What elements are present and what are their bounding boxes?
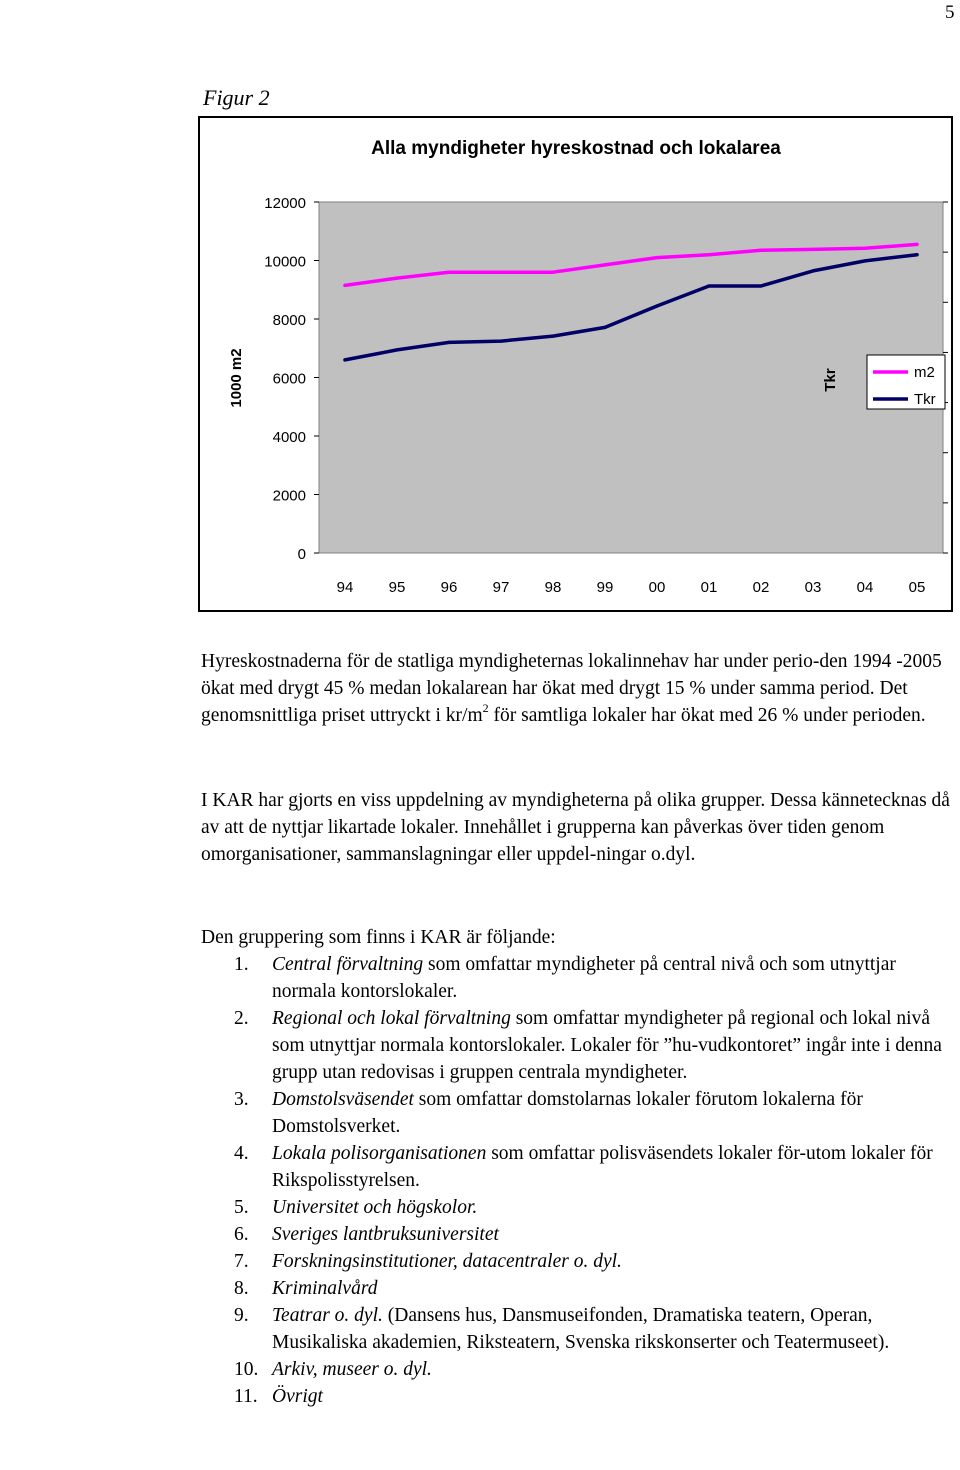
list-item-description: (Dansens hus, Dansmuseifonden, Dramatiska teatern, Operan, Musikaliska akademien, Riksteatern, Svenska rikskonserter och Teatermuseet). <box>272 1305 890 1353</box>
list-item <box>201 1383 960 1410</box>
list-item-description: som omfattar myndigheter på central nivå och som utnyttjar normala kontorslokaler. <box>272 954 896 1002</box>
list-item <box>201 1086 960 1140</box>
list-item-group-name: Sveriges lantbruksuniversitet <box>272 1224 499 1245</box>
x-tick-label: 05 <box>908 579 926 596</box>
data-point-m2 <box>395 276 398 279</box>
list-item-group-name: Teatrar o. dyl. <box>272 1305 383 1326</box>
data-point-tkr <box>499 340 502 343</box>
list-item-group-name: Regional och lokal förvaltning <box>272 1008 511 1029</box>
list-item-group-name: Kriminalvård <box>272 1278 378 1299</box>
data-point-m2 <box>915 243 918 246</box>
left-tick-label: 0 <box>297 546 306 563</box>
data-point-tkr <box>551 335 554 338</box>
list-item <box>201 1356 960 1383</box>
data-point-tkr <box>811 269 814 272</box>
superscript-2: 2 <box>482 700 489 715</box>
list-item <box>201 1248 960 1275</box>
left-tick-label: 4000 <box>272 429 306 446</box>
x-tick-label: 94 <box>336 579 354 596</box>
chart-title: Alla myndigheter hyreskostnad och lokalarea <box>371 138 781 159</box>
list-item-number: 9. <box>234 1305 249 1326</box>
x-tick-label: 02 <box>752 579 770 596</box>
chart <box>200 118 951 610</box>
list-item <box>201 1275 960 1302</box>
list-item <box>201 1221 960 1248</box>
plot-area <box>319 202 943 553</box>
data-point-tkr <box>343 358 346 361</box>
paragraph-grouping-intro <box>201 924 956 951</box>
data-point-m2 <box>655 256 658 259</box>
data-point-m2 <box>811 248 814 251</box>
paragraph-kar-groups <box>201 787 956 868</box>
list-item-number: 3. <box>234 1089 249 1110</box>
left-axis-title: 1000 m2 <box>228 348 245 408</box>
data-point-tkr <box>447 341 450 344</box>
paragraph-2-text: I KAR har gjorts en viss uppdelning av myndigheterna på olika grupper. Dessa kännetecknas då av att de nyttjar likartade lokaler. Innehållet i grupperna kan påverkas över tiden genom omorganisationer, sammanslagningar eller uppdel-ningar o.dyl. <box>201 790 950 865</box>
paragraph-3-text: Den gruppering som finns i KAR är följande: <box>201 927 556 948</box>
list-item-number: 5. <box>234 1197 249 1218</box>
right-axis-title: Tkr <box>822 368 839 392</box>
x-tick-label: 00 <box>648 579 666 596</box>
left-tick-label: 10000 <box>264 253 306 271</box>
list-item <box>201 951 960 1005</box>
x-tick-label: 03 <box>804 579 822 596</box>
list-item-number: 6. <box>234 1224 249 1245</box>
list-item-description: som omfattar myndigheter på regional och lokal nivå som utnyttjar normala kontorslokaler. Lokaler för ”hu-vudkontoret” ingår inte i denna grupp utan redovisas i gruppen centrala myndigheter. <box>272 1008 942 1083</box>
page-number: 5 <box>945 2 955 23</box>
paragraph-1-text-a: Hyreskostnaderna för de statliga myndigheternas lokalinnehav har under perio-den 1994 -2005 ökat med drygt 45 % medan lokalarean har ökat med drygt 15 % under samma period. Det genomsnittliga priset uttryckt i kr/m <box>201 651 942 726</box>
group-list <box>201 951 960 1410</box>
list-item-group-name: Arkiv, museer o. dyl. <box>272 1359 432 1380</box>
left-tick-label: 12000 <box>264 195 306 212</box>
list-item-number: 11. <box>234 1386 258 1407</box>
data-point-m2 <box>707 253 710 256</box>
data-point-tkr <box>603 326 606 329</box>
list-item-number: 2. <box>234 1008 249 1029</box>
list-item-group-name: Domstolsväsendet <box>272 1089 414 1110</box>
left-tick-label: 2000 <box>272 487 306 505</box>
data-point-tkr <box>655 304 658 307</box>
paragraph-1-text-b: för samtliga lokaler har ökat med 26 % under perioden. <box>488 705 926 726</box>
list-item-number: 1. <box>234 954 249 975</box>
list-item-group-name: Universitet och högskolor. <box>272 1197 478 1218</box>
x-tick-label: 95 <box>388 579 406 596</box>
x-tick-label: 99 <box>596 579 614 596</box>
list-item-group-name: Central förvaltning <box>272 954 424 975</box>
data-point-tkr <box>395 348 398 351</box>
data-point-tkr <box>759 284 762 287</box>
list-item <box>201 1140 960 1194</box>
list-item-number: 8. <box>234 1278 249 1299</box>
data-point-m2 <box>603 263 606 266</box>
x-tick-label: 98 <box>544 579 562 596</box>
x-tick-label: 97 <box>492 579 510 596</box>
data-point-m2 <box>551 271 554 274</box>
list-item-description: som omfattar domstolarnas lokaler förutom lokalerna för Domstolsverket. <box>272 1089 863 1137</box>
data-point-m2 <box>343 284 346 287</box>
data-point-tkr <box>863 259 866 262</box>
list-item-number: 10. <box>234 1359 259 1380</box>
left-tick-label: 8000 <box>272 312 306 329</box>
paragraph-cost-summary <box>201 648 956 729</box>
chart-frame <box>198 116 953 612</box>
list-item-number: 4. <box>234 1143 249 1164</box>
list-item <box>201 1194 960 1221</box>
data-point-m2 <box>863 247 866 250</box>
data-point-tkr <box>915 253 918 256</box>
figure-label: Figur 2 <box>203 85 270 110</box>
x-tick-label: 04 <box>856 579 874 596</box>
legend-label-tkr: Tkr <box>914 391 936 408</box>
left-tick-label: 6000 <box>272 370 306 388</box>
list-item <box>201 1005 960 1086</box>
list-item-group-name: Forskningsinstitutioner, datacentraler o. dyl. <box>272 1251 622 1272</box>
x-tick-label: 01 <box>700 579 718 596</box>
data-point-m2 <box>499 271 502 274</box>
list-item-number: 7. <box>234 1251 249 1272</box>
data-point-m2 <box>759 249 762 252</box>
list-item <box>201 1302 960 1356</box>
list-item-group-name: Övrigt <box>272 1386 323 1407</box>
data-point-m2 <box>447 271 450 274</box>
data-point-tkr <box>707 284 710 287</box>
x-tick-label: 96 <box>440 579 458 596</box>
list-item-group-name: Lokala polisorganisationen <box>272 1143 487 1164</box>
legend-label-m2: m2 <box>914 364 935 381</box>
list-item-description: som omfattar polisväsendets lokaler för-utom lokaler för Rikspolisstyrelsen. <box>272 1143 933 1191</box>
